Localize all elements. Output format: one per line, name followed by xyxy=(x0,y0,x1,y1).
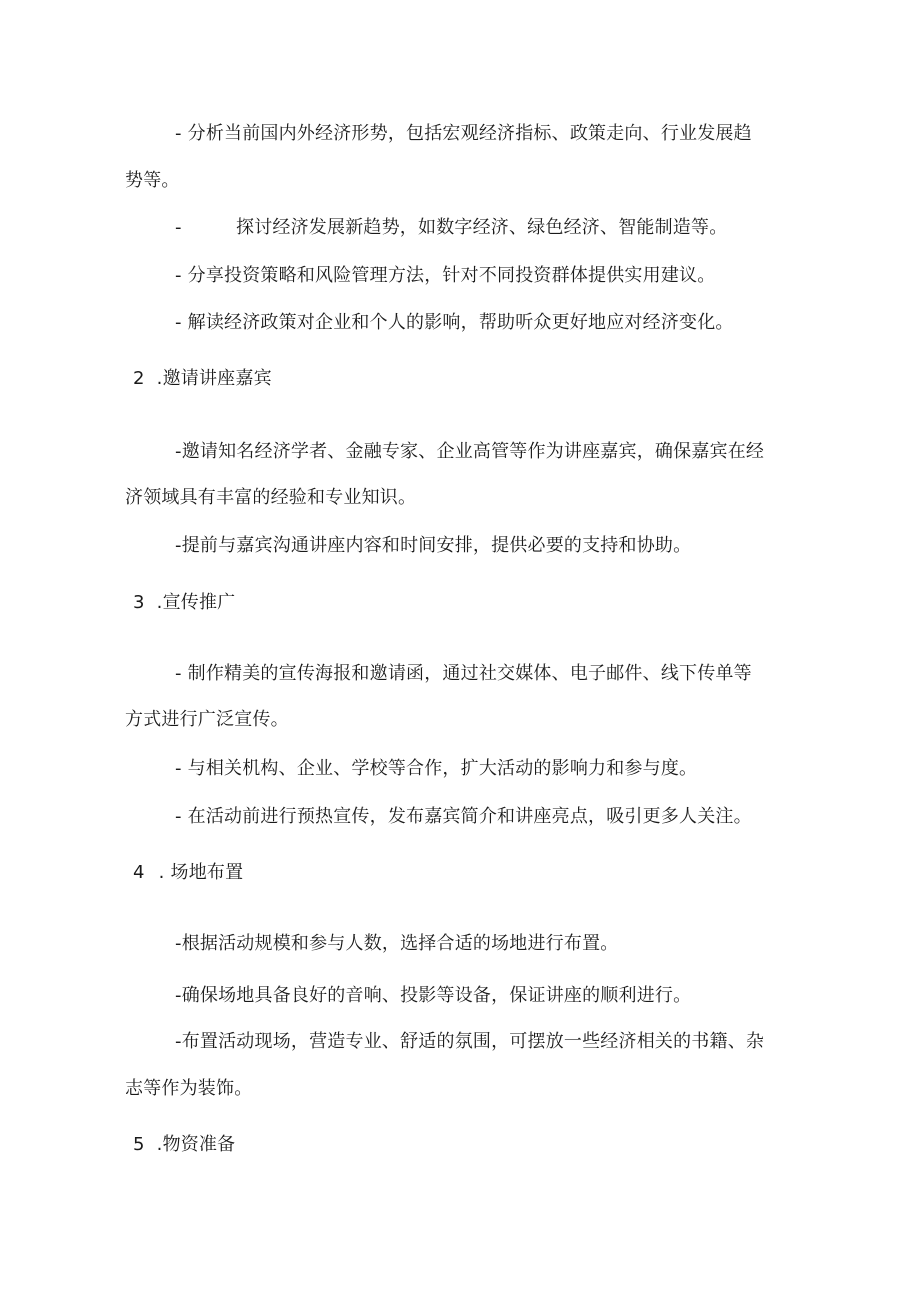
section-number: 2 xyxy=(133,368,145,389)
list-item-continuation: 济领域具有丰富的经验和专业知识。 xyxy=(125,487,417,508)
list-item: -布置活动现场，营造专业、舒适的氛围，可摆放一些经济相关的书籍、杂 xyxy=(175,1031,765,1052)
list-item: -提前与嘉宾沟通讲座内容和时间安排，提供必要的支持和协助。 xyxy=(175,535,692,556)
list-item: 探讨经济发展新趋势，如数字经济、绿色经济、智能制造等。 xyxy=(236,217,728,238)
section-number: 3 xyxy=(133,592,145,613)
list-item: - 解读经济政策对企业和个人的影响，帮助听众更好地应对经济变化。 xyxy=(175,312,734,333)
list-item: - 在活动前进行预热宣传，发布嘉宾简介和讲座亮点，吸引更多人关注。 xyxy=(175,806,752,827)
list-item-continuation: 志等作为装饰。 xyxy=(125,1078,253,1099)
list-item-continuation: 方式进行广泛宣传。 xyxy=(125,709,289,730)
section-title: . 场地布置 xyxy=(158,862,244,883)
list-item: - 制作精美的宣传海报和邀请函，通过社交媒体、电子邮件、线下传单等 xyxy=(175,663,752,684)
section-title: .物资准备 xyxy=(156,1134,236,1155)
list-item: - 分享投资策略和风险管理方法，针对不同投资群体提供实用建议。 xyxy=(175,265,716,286)
section-number: 5 xyxy=(133,1134,145,1155)
list-item-dash: - xyxy=(175,217,182,238)
section-title: .宣传推广 xyxy=(156,592,236,613)
section-heading xyxy=(133,1133,235,1157)
list-item-continuation: 势等。 xyxy=(125,170,180,191)
section-heading xyxy=(133,367,272,391)
list-item: -邀请知名经济学者、金融专家、企业高管等作为讲座嘉宾，确保嘉宾在经 xyxy=(175,441,765,462)
section-number: 4 xyxy=(133,862,145,883)
section-heading xyxy=(133,861,243,885)
list-item: - 分析当前国内外经济形势，包括宏观经济指标、政策走向、行业发展趋 xyxy=(175,123,752,144)
list-item: -根据活动规模和参与人数，选择合适的场地进行布置。 xyxy=(175,933,619,954)
list-item: - 与相关机构、企业、学校等合作，扩大活动的影响力和参与度。 xyxy=(175,758,698,779)
section-heading xyxy=(133,591,235,615)
section-title: .邀请讲座嘉宾 xyxy=(156,368,272,389)
list-item: -确保场地具备良好的音响、投影等设备，保证讲座的顺利进行。 xyxy=(175,985,692,1006)
